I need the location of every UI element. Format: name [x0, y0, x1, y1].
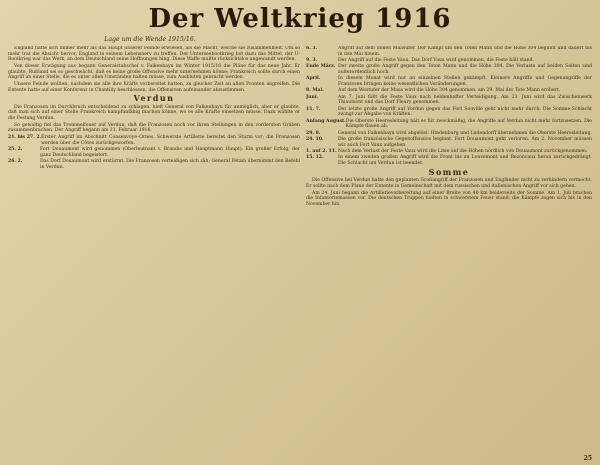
- entry-date: 9. 3.: [306, 57, 318, 63]
- chronology-entry: [306, 137, 592, 148]
- chronology-entry: [306, 46, 592, 57]
- section-heading-somme: Somme: [428, 166, 470, 177]
- entry-date: 15. 12.: [306, 155, 324, 161]
- chronology-entry: [306, 76, 592, 87]
- entry-date: April.: [306, 76, 321, 82]
- entry-text: Fort Douaumont wird genommen (Oberleutnant v. Brandis und Hauptmann Haupt). Ein großer Erfolg, der ganz Deutschland begeistert.: [40, 147, 300, 158]
- entry-text: Der Angriff auf die Feste Vaux. Das Dorf Vaux wird genommen, die Feste hält stand.: [338, 57, 535, 63]
- entry-text: Erster Angriff im Abschnitt Consenvoye–Ornes. Schwerste Artillerie bereitet den Sturm vor; die Franzosen werden über die Côtes zurückgeworfen.: [41, 135, 300, 146]
- verdun-paragraph: So gewaltig fiel das Trommelfeuer auf Verdun, daß die Franzosen noch vor ihren Stellungen in den vordersten Gräben zusammenbrachen. Der Angriff begann am 21. Februar 1916.: [8, 122, 300, 134]
- somme-paragraph: Die Offensive bei Verdun hatte den geplanten Großangriff der Franzosen und Engländer nicht zu verhindern vermocht. Er sollte nach dem Plane der Entente in Gemeinschaft mit dem russischen und italienischen Angriff vor sich gehen.: [306, 178, 592, 189]
- entry-text: Auf dem Westufer der Maas wird die Höhe 304 genommen, am 29. Mai der Tote Mann erobert.: [338, 88, 561, 94]
- somme-paragraph: Am 24. Juni begann die Artillerievorbereitung auf einer Breite von 40 km beiderseits der Somme. Am 1. Juli brachen die Infanteriemassen vor. Die deutschen Truppen hielten in schwerstem Feuer stand; die Kämpfe zogen sich bis in den November hin.: [306, 190, 592, 207]
- page-number: 25: [583, 455, 592, 462]
- chronology-entry: [306, 58, 592, 64]
- entry-text: Der letzte große Angriff auf Verdun gegen das Fort Souville geht nicht mehr durch. Die Somme-Schlacht zwingt zur Abgabe von Kräften.: [338, 106, 592, 118]
- section-heading-verdun: Verdun: [133, 93, 175, 104]
- entry-text: Am 7. Juni fällt die Feste Vaux nach heldenhafter Verteidigung. Am 23. Juni wird das Zwischenwerk Thiaumont und das Dorf Fleury genommen.: [338, 94, 592, 106]
- entry-text: Die Oberste Heeresleitung hält es für zweckmäßig, die Angriffe auf Verdun nicht mehr fortzusetzen. Die Kämpfe flauen ab.: [345, 118, 592, 130]
- entry-date: Ende März.: [306, 64, 336, 70]
- entry-date: 11. 7.: [306, 106, 321, 112]
- chronology-entry: [8, 159, 300, 170]
- entry-text: Die große französische Gegenoffensive beginnt. Fort Douaumont geht verloren. Am 2. November müssen wir auch Fort Vaux aufgeben.: [338, 137, 592, 148]
- right-column: [306, 46, 592, 456]
- entry-text: In diesem Monat wird nur an einzelnen Stellen gekämpft. Kleinere Angriffe und Gegenangriffe der Franzosen bringen keine wesentlichen Veränderungen.: [338, 76, 592, 87]
- entry-text: Das Dorf Douaumont wird erstürmt. Die Franzosen verteidigen sich zäh; General Pétain übernimmt den Befehl in Verdun.: [40, 159, 300, 170]
- chronology-entry: [306, 149, 592, 155]
- chronology-entry: [306, 95, 592, 106]
- entry-text: Angriff auf dem linken Maasufer. Der Kampf um den Toten Mann und die Höhe 304 beginnt und dauert bis in den Mai hinein.: [338, 46, 592, 57]
- entry-date: 8. Mai.: [306, 88, 324, 94]
- entry-text: General von Falkenhayn wird abgelöst. Hindenburg und Ludendorff übernehmen die Oberste Heeresleitung.: [338, 130, 592, 136]
- entry-date: 24. 10.: [306, 137, 324, 143]
- chronology-entry: [306, 88, 592, 94]
- entry-date: Juni.: [306, 94, 319, 100]
- entry-date: 25. 2.: [8, 147, 23, 153]
- entry-text: In einem zweiten großen Angriff wird die Front bis an Louvemont und Bezonvaux heran zurückgedrängt. Die Schlacht um Verdun ist beendet.: [338, 155, 592, 167]
- intro-paragraph: Unsere Feinde wollten, nachdem sie alle ihre Kräfte vorbereitet hatten, zu gleicher Zeit an allen Fronten angreifen. Die Entente hatte auf einer Konferenz in Chantilly beschlossen, die Offensiven aufeinander abzustimmen.: [8, 81, 300, 93]
- entry-date: 26. 2.: [8, 159, 23, 165]
- entry-date: 21. bis 27. 2.: [8, 135, 42, 141]
- entry-date: 29. 8.: [306, 130, 321, 136]
- chronology-entry: [306, 107, 592, 118]
- entry-date: Anfang August.: [306, 118, 346, 124]
- intro-paragraph: England hatte sich immer mehr als das Haupt unserer Feinde erwiesen, als die Macht, welche sie zusammenhielt. Um so mehr trat die Absicht hervor, England in seinem Lebensnerv zu treffen. Der Unterseebootkrieg bot dazu das Mittel, der U-Bootkrieg war das Werk, an dem Deutschland seine Hoffnungen hing. Diese Waffe mußte rücksichtslos angewandt werden.: [8, 46, 300, 63]
- page-subtitle: Lage um die Wende 1915/16.: [104, 36, 196, 43]
- chronology-entry: [306, 131, 592, 137]
- chronology-entry: [8, 147, 300, 158]
- entry-date: 1. auf 2. 11.: [306, 149, 337, 155]
- verdun-paragraph: Die Franzosen im Durchbruch entscheidend zu schlagen, hielt General von Falkenhayn für unmöglich, aber er glaubte, daß man sich auf einer Stelle Frankreich kampfunfähig machen könne, wo es alle Kräfte einsetzen müsse. Dazu wählte er die Festung Verdun.: [8, 104, 300, 121]
- chronology-entry: [306, 64, 592, 75]
- chronology-entry: [306, 119, 592, 130]
- intro-paragraph: Von dieser Erwägung aus begann Generalstabschef v. Falkenhayn im Winter 1915/16 die Pläne für das neue Jahr. Er glaubte, Rußland sei so geschwächt, daß es keine große Offensive mehr unternehmen könne; Frankreich sollte durch einen Angriff an einer Stelle, die es unter allen Umständen halten müsse, zum Ausbluten gebracht werden.: [8, 63, 300, 81]
- chronology-entry: [306, 155, 592, 166]
- entry-text: Der zweite große Angriff gegen den Toten Mann und die Höhe 304. Die Verluste auf beiden Seiten sind außerordentlich hoch.: [338, 64, 592, 75]
- entry-text: Nach dem Verlust der Feste Vaux wird die Linie auf die Höhen nördlich von Douaumont zurückgenommen.: [338, 149, 588, 155]
- left-column: [8, 46, 300, 460]
- chronology-entry: [8, 135, 300, 146]
- entry-date: 6. 3.: [306, 46, 318, 51]
- page-title: Der Weltkrieg 1916: [148, 4, 452, 34]
